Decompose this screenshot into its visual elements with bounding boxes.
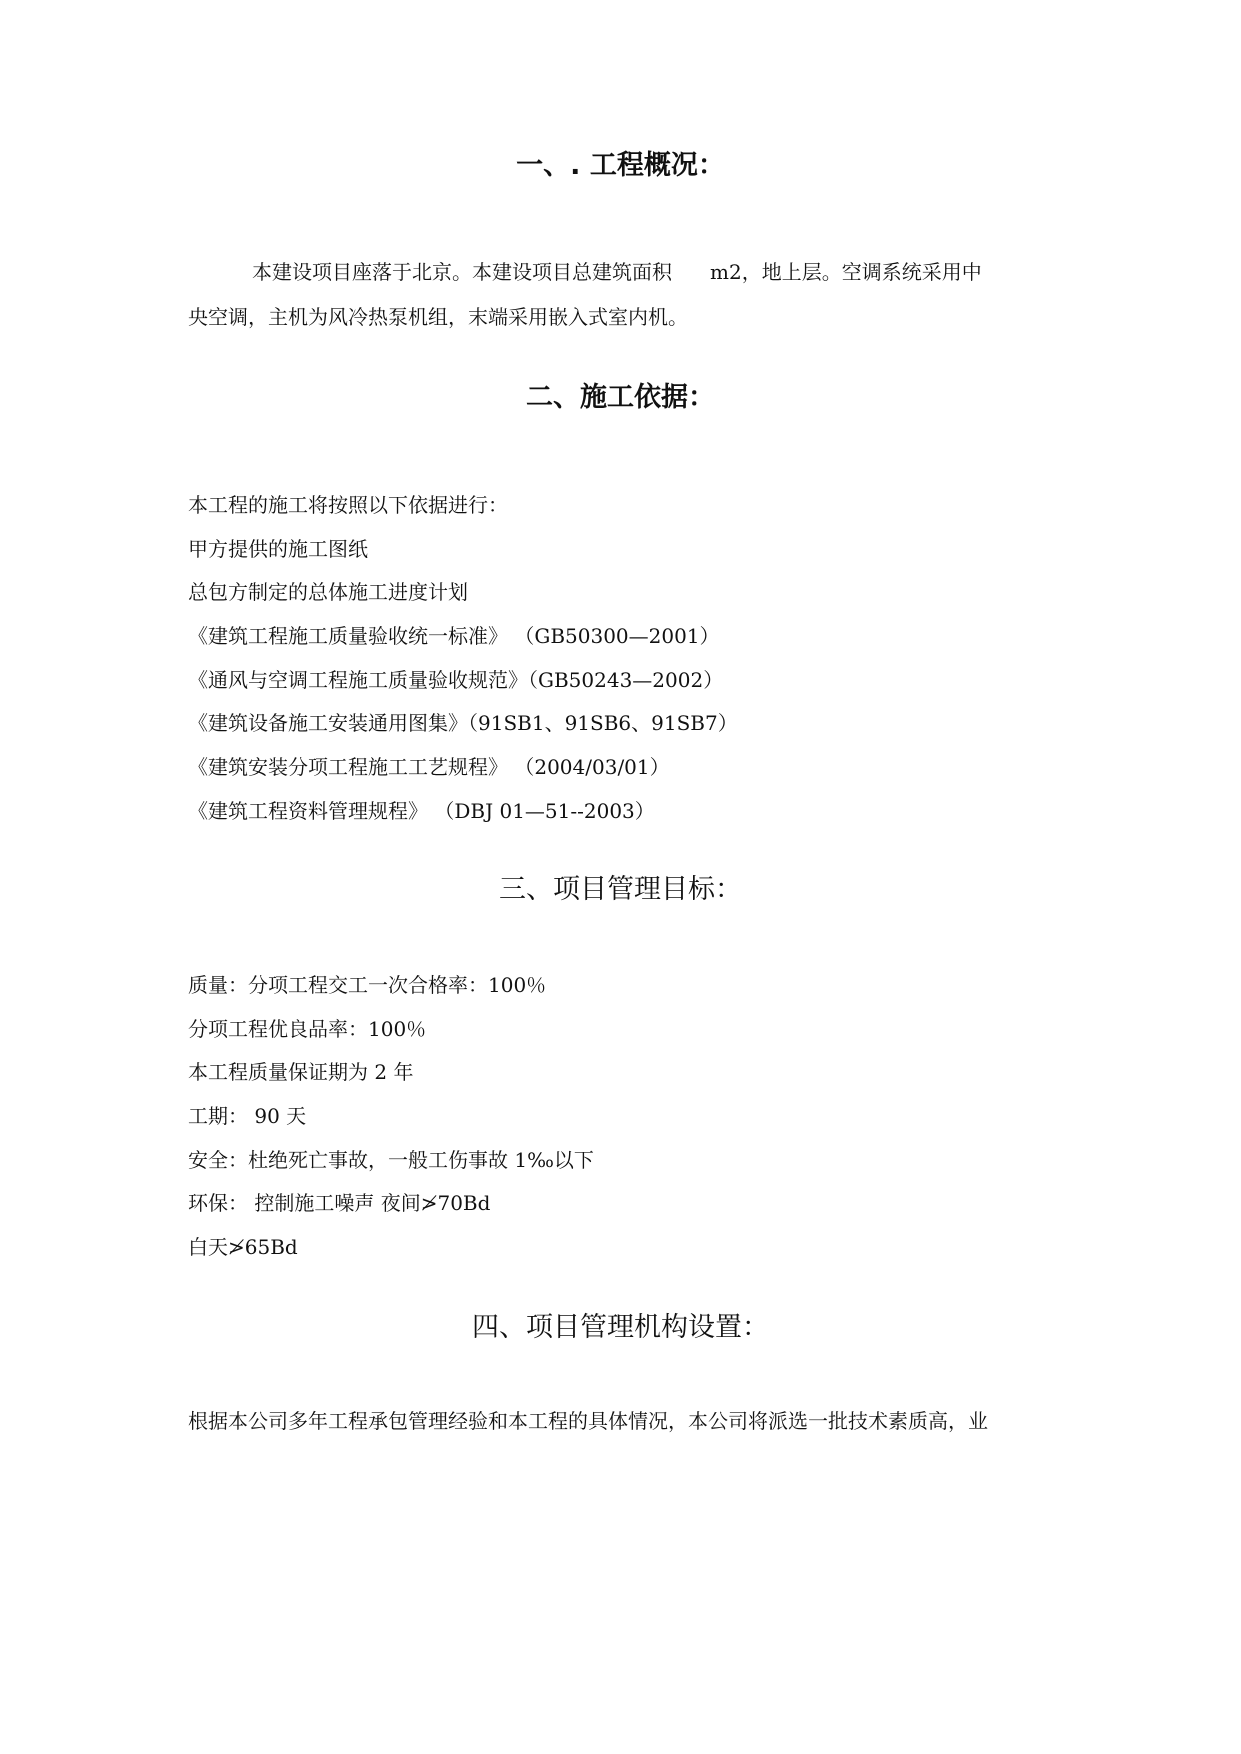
section-3-item: 分项工程优良品率：100％	[188, 1017, 427, 1041]
section-2-item: 《建筑工程施工质量验收统一标准》 （GB50300—2001）	[188, 624, 720, 648]
section-2-item: 《通风与空调工程施工质量验收规范》（GB50243—2002）	[188, 668, 724, 692]
section-2-intro: 本工程的施工将按照以下依据进行：	[188, 493, 508, 517]
section-3-item: 安全：杜绝死亡事故，一般工伤事故 1‰以下	[188, 1148, 594, 1172]
section-4-heading: 四、项目管理机构设置：	[472, 1312, 769, 1343]
section-3-item: 工期： 90 天	[188, 1104, 307, 1128]
section-2-item: 《建筑设备施工安装通用图集》（91SB1、91SB6、91SB7）	[188, 711, 738, 735]
section-3-heading: 三、项目管理目标：	[499, 874, 742, 905]
section-3-item: 环保： 控制施工噪声 夜间≯70Bd	[188, 1191, 491, 1215]
section-1-paragraph-line-1	[252, 258, 982, 286]
section-1-heading: 一、. 工程概况：	[516, 150, 725, 181]
section-1-paragraph-line-2: 央空调，主机为风冷热泵机组，末端采用嵌入式室内机。	[188, 305, 688, 329]
section-2-item: 甲方提供的施工图纸	[188, 537, 368, 561]
section-3-item: 质量：分项工程交工一次合格率：100％	[188, 973, 547, 997]
section-2-item: 《建筑工程资料管理规程》 （DBJ 01—51--2003）	[188, 799, 655, 823]
section-3-item: 本工程质量保证期为 2 年	[188, 1060, 414, 1084]
section-2-item: 《建筑安装分项工程施工工艺规程》 （2004/03/01）	[188, 755, 670, 779]
section-3-item: 白天≯65Bd	[188, 1235, 298, 1259]
section-1-paragraph-text-b: m2，地上层。空调系统采用中	[710, 260, 982, 284]
section-2-heading: 二、施工依据：	[526, 382, 715, 413]
section-2-item: 总包方制定的总体施工进度计划	[188, 580, 468, 604]
section-1-paragraph-text-a: 本建设项目座落于北京。本建设项目总建筑面积	[252, 260, 672, 284]
section-4-paragraph-line-1: 根据本公司多年工程承包管理经验和本工程的具体情况，本公司将派选一批技术素质高，业	[188, 1409, 988, 1433]
